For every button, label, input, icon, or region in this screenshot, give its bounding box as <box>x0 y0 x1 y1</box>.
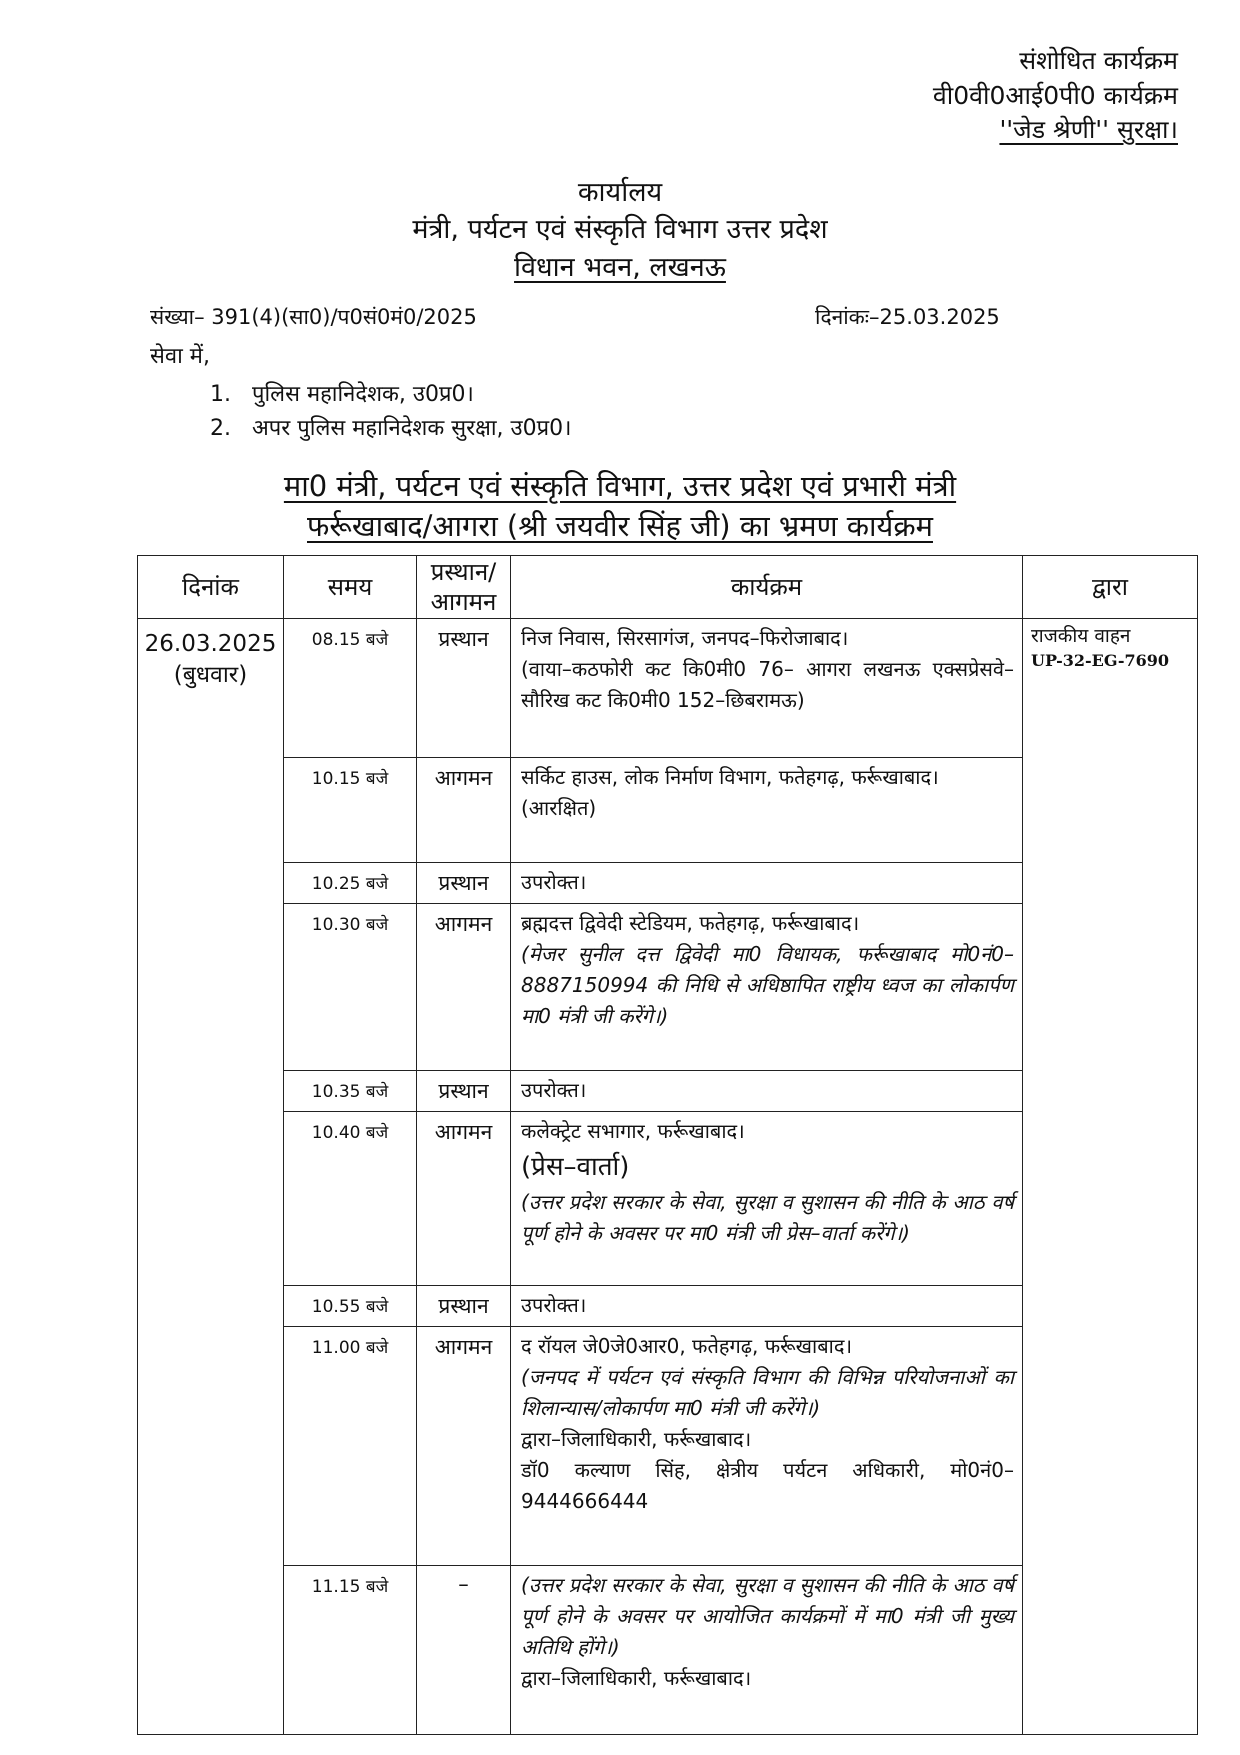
action-cell: आगमन <box>417 758 511 863</box>
program-text: द रॉयल जे0जे0आर0, फतेहगढ़, फर्रूखाबाद। <box>521 1334 853 1358</box>
by-cell <box>1023 1286 1198 1327</box>
program-text: (आरक्षित) <box>521 796 597 820</box>
action-cell: आगमन <box>417 1327 511 1566</box>
header-line-revised-program: संशोधित कार्यक्रम <box>1019 46 1178 75</box>
table-header-row <box>138 556 1198 619</box>
time-cell: 08.15 बजे <box>284 619 417 758</box>
office-subtitle: मंत्री, पर्यटन एवं संस्कृति विभाग उत्तर प्रदेश <box>412 214 828 245</box>
header-by: द्वारा <box>1023 556 1198 619</box>
program-text: (वाया–कठफोरी कट कि0मी0 76– आगरा लखनऊ एक्सप्रेसवे–सौरिख कट कि0मी0 152–छिबरामऊ) <box>521 657 1014 712</box>
program-cell <box>511 758 1023 863</box>
by-cell <box>1023 1071 1198 1112</box>
program-text: (उत्तर प्रदेश सरकार के सेवा, सुरक्षा व सुशासन की नीति के आठ वर्ष पूर्ण होने के अवसर पर आयोजित कार्यक्रमों में मा0 मंत्री जी मुख्य अतिथि होंगे।) <box>521 1573 1014 1659</box>
program-text: उपरोक्त। <box>521 870 587 894</box>
addressee-item: 2. अपर पुलिस महानिदेशक सुरक्षा, उ0प्र0। <box>210 416 572 441</box>
program-cell <box>511 1286 1023 1327</box>
time-cell: 10.15 बजे <box>284 758 417 863</box>
program-text: कलेक्ट्रेट सभागार, फर्रूखाबाद। <box>521 1119 745 1143</box>
by-cell <box>1023 1566 1198 1735</box>
reference-date: दिनांकः–25.03.2025 <box>815 305 1000 329</box>
by-cell <box>1023 863 1198 904</box>
by-vehicle-number: UP-32-EG-7690 <box>1031 650 1169 670</box>
addressee-intro: सेवा में, <box>150 344 210 369</box>
table-row <box>138 1112 1198 1286</box>
office-title: कार्यालय <box>577 177 663 208</box>
header-line-vvip-program: वी0वी0आई0पी0 कार्यक्रम <box>932 81 1178 110</box>
time-cell: 11.00 बजे <box>284 1327 417 1566</box>
action-cell: प्रस्थान <box>417 863 511 904</box>
program-text: (प्रेस–वार्ता) <box>521 1152 630 1182</box>
table-row <box>138 863 1198 904</box>
program-text: निज निवास, सिरसागंज, जनपद–फिरोजाबाद। <box>521 626 849 650</box>
time-cell: 11.15 बजे <box>284 1566 417 1735</box>
program-cell <box>511 1566 1023 1735</box>
header-time: समय <box>284 556 417 619</box>
program-text: उपरोक्त। <box>521 1293 587 1317</box>
by-vehicle-label: राजकीय वाहन <box>1031 625 1131 647</box>
header-action: प्रस्थान/ आगमन <box>417 556 511 619</box>
program-cell <box>511 1071 1023 1112</box>
time-cell: 10.25 बजे <box>284 863 417 904</box>
table-row <box>138 904 1198 1071</box>
program-cell <box>511 863 1023 904</box>
schedule-date: 26.03.2025 <box>144 631 277 657</box>
program-text: (उत्तर प्रदेश सरकार के सेवा, सुरक्षा व सुशासन की नीति के आठ वर्ष पूर्ण होने के अवसर पर मा0 मंत्री जी प्रेस–वार्ता करेंगे।) <box>521 1190 1014 1246</box>
table-row <box>138 758 1198 863</box>
program-cell <box>511 904 1023 1071</box>
program-text: द्वारा–जिलाधिकारी, फर्रूखाबाद। <box>521 1427 752 1451</box>
program-text: द्वारा–जिलाधिकारी, फर्रूखाबाद। <box>521 1666 752 1690</box>
program-text: डॉ0 कल्याण सिंह, क्षेत्रीय पर्यटन अधिकारी, मो0नं0–9444666444 <box>521 1458 1014 1513</box>
table-row <box>138 619 1198 758</box>
program-text: ब्रह्मदत्त द्विवेदी स्टेडियम, फतेहगढ़, फर्रूखाबाद। <box>521 911 860 935</box>
header-date: दिनांक <box>138 556 284 619</box>
by-cell <box>1023 1327 1198 1566</box>
office-address: विधान भवन, लखनऊ <box>514 252 726 283</box>
action-cell: प्रस्थान <box>417 1286 511 1327</box>
action-cell: आगमन <box>417 1112 511 1286</box>
time-cell: 10.30 बजे <box>284 904 417 1071</box>
program-text: उपरोक्त। <box>521 1078 587 1102</box>
program-cell <box>511 619 1023 758</box>
table-row <box>138 1286 1198 1327</box>
header-line-z-security: ''जेड श्रेणी'' सुरक्षा। <box>999 115 1178 144</box>
by-cell <box>1023 619 1198 758</box>
by-cell <box>1023 1112 1198 1286</box>
table-row <box>138 1071 1198 1112</box>
schedule-day: (बुधवार) <box>173 662 248 689</box>
by-cell <box>1023 904 1198 1071</box>
action-cell: आगमन <box>417 904 511 1071</box>
addressee-item: 1. पुलिस महानिदेशक, उ0प्र0। <box>210 382 474 407</box>
action-cell: प्रस्थान <box>417 619 511 758</box>
time-cell: 10.55 बजे <box>284 1286 417 1327</box>
program-text: (मेजर सुनील दत्त द्विवेदी मा0 विधायक, फर्रूखाबाद मो0नं0–8887150994 की निधि से अधिष्ठापित राष्ट्रीय ध्वज का लोकार्पण मा0 मंत्री जी करेंगे।) <box>521 942 1014 1028</box>
action-cell: – <box>417 1566 511 1735</box>
schedule-table <box>137 555 1198 1735</box>
table-row <box>138 1327 1198 1566</box>
time-cell: 10.40 बजे <box>284 1112 417 1286</box>
program-cell <box>511 1327 1023 1566</box>
subject-line-2: फर्रूखाबाद/आगरा (श्री जयवीर सिंह जी) का भ्रमण कार्यक्रम <box>307 509 933 543</box>
action-cell: प्रस्थान <box>417 1071 511 1112</box>
program-cell <box>511 1112 1023 1286</box>
program-text: सर्किट हाउस, लोक निर्माण विभाग, फतेहगढ़, फर्रूखाबाद। <box>521 765 939 789</box>
by-cell <box>1023 758 1198 863</box>
date-cell <box>138 619 284 1735</box>
header-program: कार्यक्रम <box>511 556 1023 619</box>
reference-number: संख्या– 391(4)(सा0)/प0सं0मं0/2025 <box>150 305 477 329</box>
table-row <box>138 1566 1198 1735</box>
subject-line-1: मा0 मंत्री, पर्यटन एवं संस्कृति विभाग, उत्तर प्रदेश एवं प्रभारी मंत्री <box>283 469 957 503</box>
time-cell: 10.35 बजे <box>284 1071 417 1112</box>
program-text: (जनपद में पर्यटन एवं संस्कृति विभाग की विभिन्न परियोजनाओं का शिलान्यास/लोकार्पण मा0 मंत्री जी करेंगे।) <box>521 1365 1014 1420</box>
